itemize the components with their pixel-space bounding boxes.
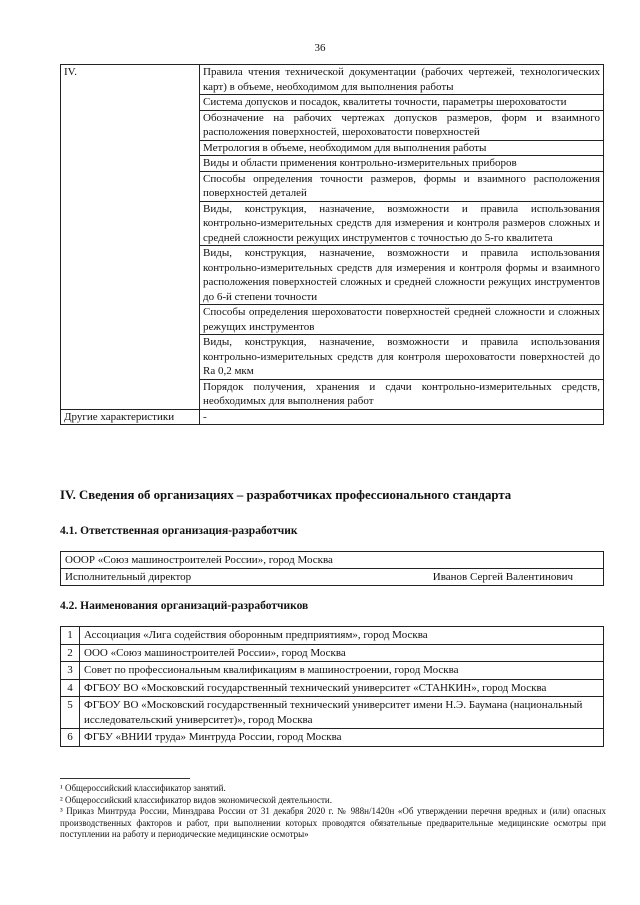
table-row xyxy=(61,65,604,95)
row-number: 4 xyxy=(61,679,80,697)
page-number: 36 xyxy=(314,42,326,54)
footnote: ² Общероссийский классификатор видов экономической деятельности. xyxy=(60,794,332,805)
table-row xyxy=(61,627,604,645)
required-knowledge-table xyxy=(60,64,604,425)
table-row xyxy=(61,552,604,569)
director-cell xyxy=(61,569,604,586)
director-name: Иванов Сергей Валентинович xyxy=(432,571,573,583)
org-name: ФГБОУ ВО «Московский государственный технический университет имени Н.Э. Баумана (национальный исследовательский университет)», город Москва xyxy=(80,697,604,729)
section-label-cell xyxy=(61,65,200,410)
table-row xyxy=(61,679,604,697)
footnote: ¹ Общероссийский классификатор занятий. xyxy=(60,783,226,793)
table-row xyxy=(61,729,604,747)
table-row xyxy=(61,697,604,729)
org-name: Ассоциация «Лига содействия оборонным предприятиям», город Москва xyxy=(80,627,604,645)
developer-orgs-table xyxy=(60,626,604,747)
org-name: ФГБОУ ВО «Московский государственный технический университет «СТАНКИН», город Москва xyxy=(80,679,604,697)
director-position: Исполнительный директор xyxy=(65,571,192,583)
knowledge-item: Виды, конструкция, назначение, возможности и правила использования контрольно-измерительных средств для измерения и контроля формы и взаимного расположения поверхностей сложных и средней сложности режущих инструментов до 6-й степени точности xyxy=(200,246,604,305)
footnote: ³ Приказ Минтруда России, Минздрава России от 31 декабря 2020 г. № 988н/1420н «Об утверждении перечня вредных и (или) опасных производственных факторов и работ, при выполнении которых проводятся обязательные предварительные медицинские осмотры при поступлении на работу и периодические медицинские осмотры» xyxy=(60,806,606,839)
other-characteristics-value: - xyxy=(200,409,604,425)
developer-orgs-heading: 4.2. Наименования организаций-разработчиков xyxy=(60,600,309,612)
table-row xyxy=(61,662,604,680)
knowledge-item: Виды и области применения контрольно-измерительных приборов xyxy=(200,156,604,172)
knowledge-item: Способы определения точности размеров, формы и взаимного расположения поверхностей деталей xyxy=(200,171,604,201)
knowledge-item: Виды, конструкция, назначение, возможности и правила использования контрольно-измерительных средств для измерения и контроля размеров сложных и средней сложности режущих инструментов с точностью до 5-го квалитета xyxy=(200,201,604,246)
responsible-org-table xyxy=(60,551,604,586)
org-name: Совет по профессиональным квалификациям в машиностроении, город Москва xyxy=(80,662,604,680)
table-row xyxy=(61,569,604,586)
knowledge-item: Система допусков и посадок, квалитеты точности, параметры шероховатости xyxy=(200,95,604,111)
table-row xyxy=(61,409,604,425)
org-name: ООО «Союз машиностроителей России», город Москва xyxy=(80,644,604,662)
section-label: IV. xyxy=(64,66,77,78)
footnotes xyxy=(60,783,606,841)
knowledge-item: Способы определения шероховатости поверхностей средней сложности и сложных режущих инструментов xyxy=(200,305,604,335)
row-number: 2 xyxy=(61,644,80,662)
table-row xyxy=(61,644,604,662)
row-number: 1 xyxy=(61,627,80,645)
footnote-divider xyxy=(60,778,190,779)
other-characteristics-label: Другие характеристики xyxy=(61,409,200,425)
knowledge-item: Обозначение на рабочих чертежах допусков размеров, форм и взаимного расположения поверхностей, шероховатости поверхностей xyxy=(200,110,604,140)
responsible-org-name: ОООР «Союз машиностроителей России», город Москва xyxy=(61,552,604,569)
row-number: 3 xyxy=(61,662,80,680)
knowledge-item: Порядок получения, хранения и сдачи контрольно-измерительных средств, необходимых для выполнения работ xyxy=(200,379,604,409)
row-number: 6 xyxy=(61,729,80,747)
knowledge-item: Виды, конструкция, назначение, возможности и правила использования контрольно-измерительных средств для контроля шероховатости поверхностей до Ra 0,2 мкм xyxy=(200,335,604,380)
row-number: 5 xyxy=(61,697,80,729)
responsible-org-heading: 4.1. Ответственная организация-разработчик xyxy=(60,525,298,537)
knowledge-item: Метрология в объеме, необходимом для выполнения работы xyxy=(200,140,604,156)
section-title: IV. Сведения об организациях – разработчиках профессионального стандарта xyxy=(60,488,512,502)
org-name: ФГБУ «ВНИИ труда» Минтруда России, город Москва xyxy=(80,729,604,747)
knowledge-item: Правила чтения технической документации (рабочих чертежей, технологических карт) в объеме, необходимом для выполнения работы xyxy=(200,65,604,95)
